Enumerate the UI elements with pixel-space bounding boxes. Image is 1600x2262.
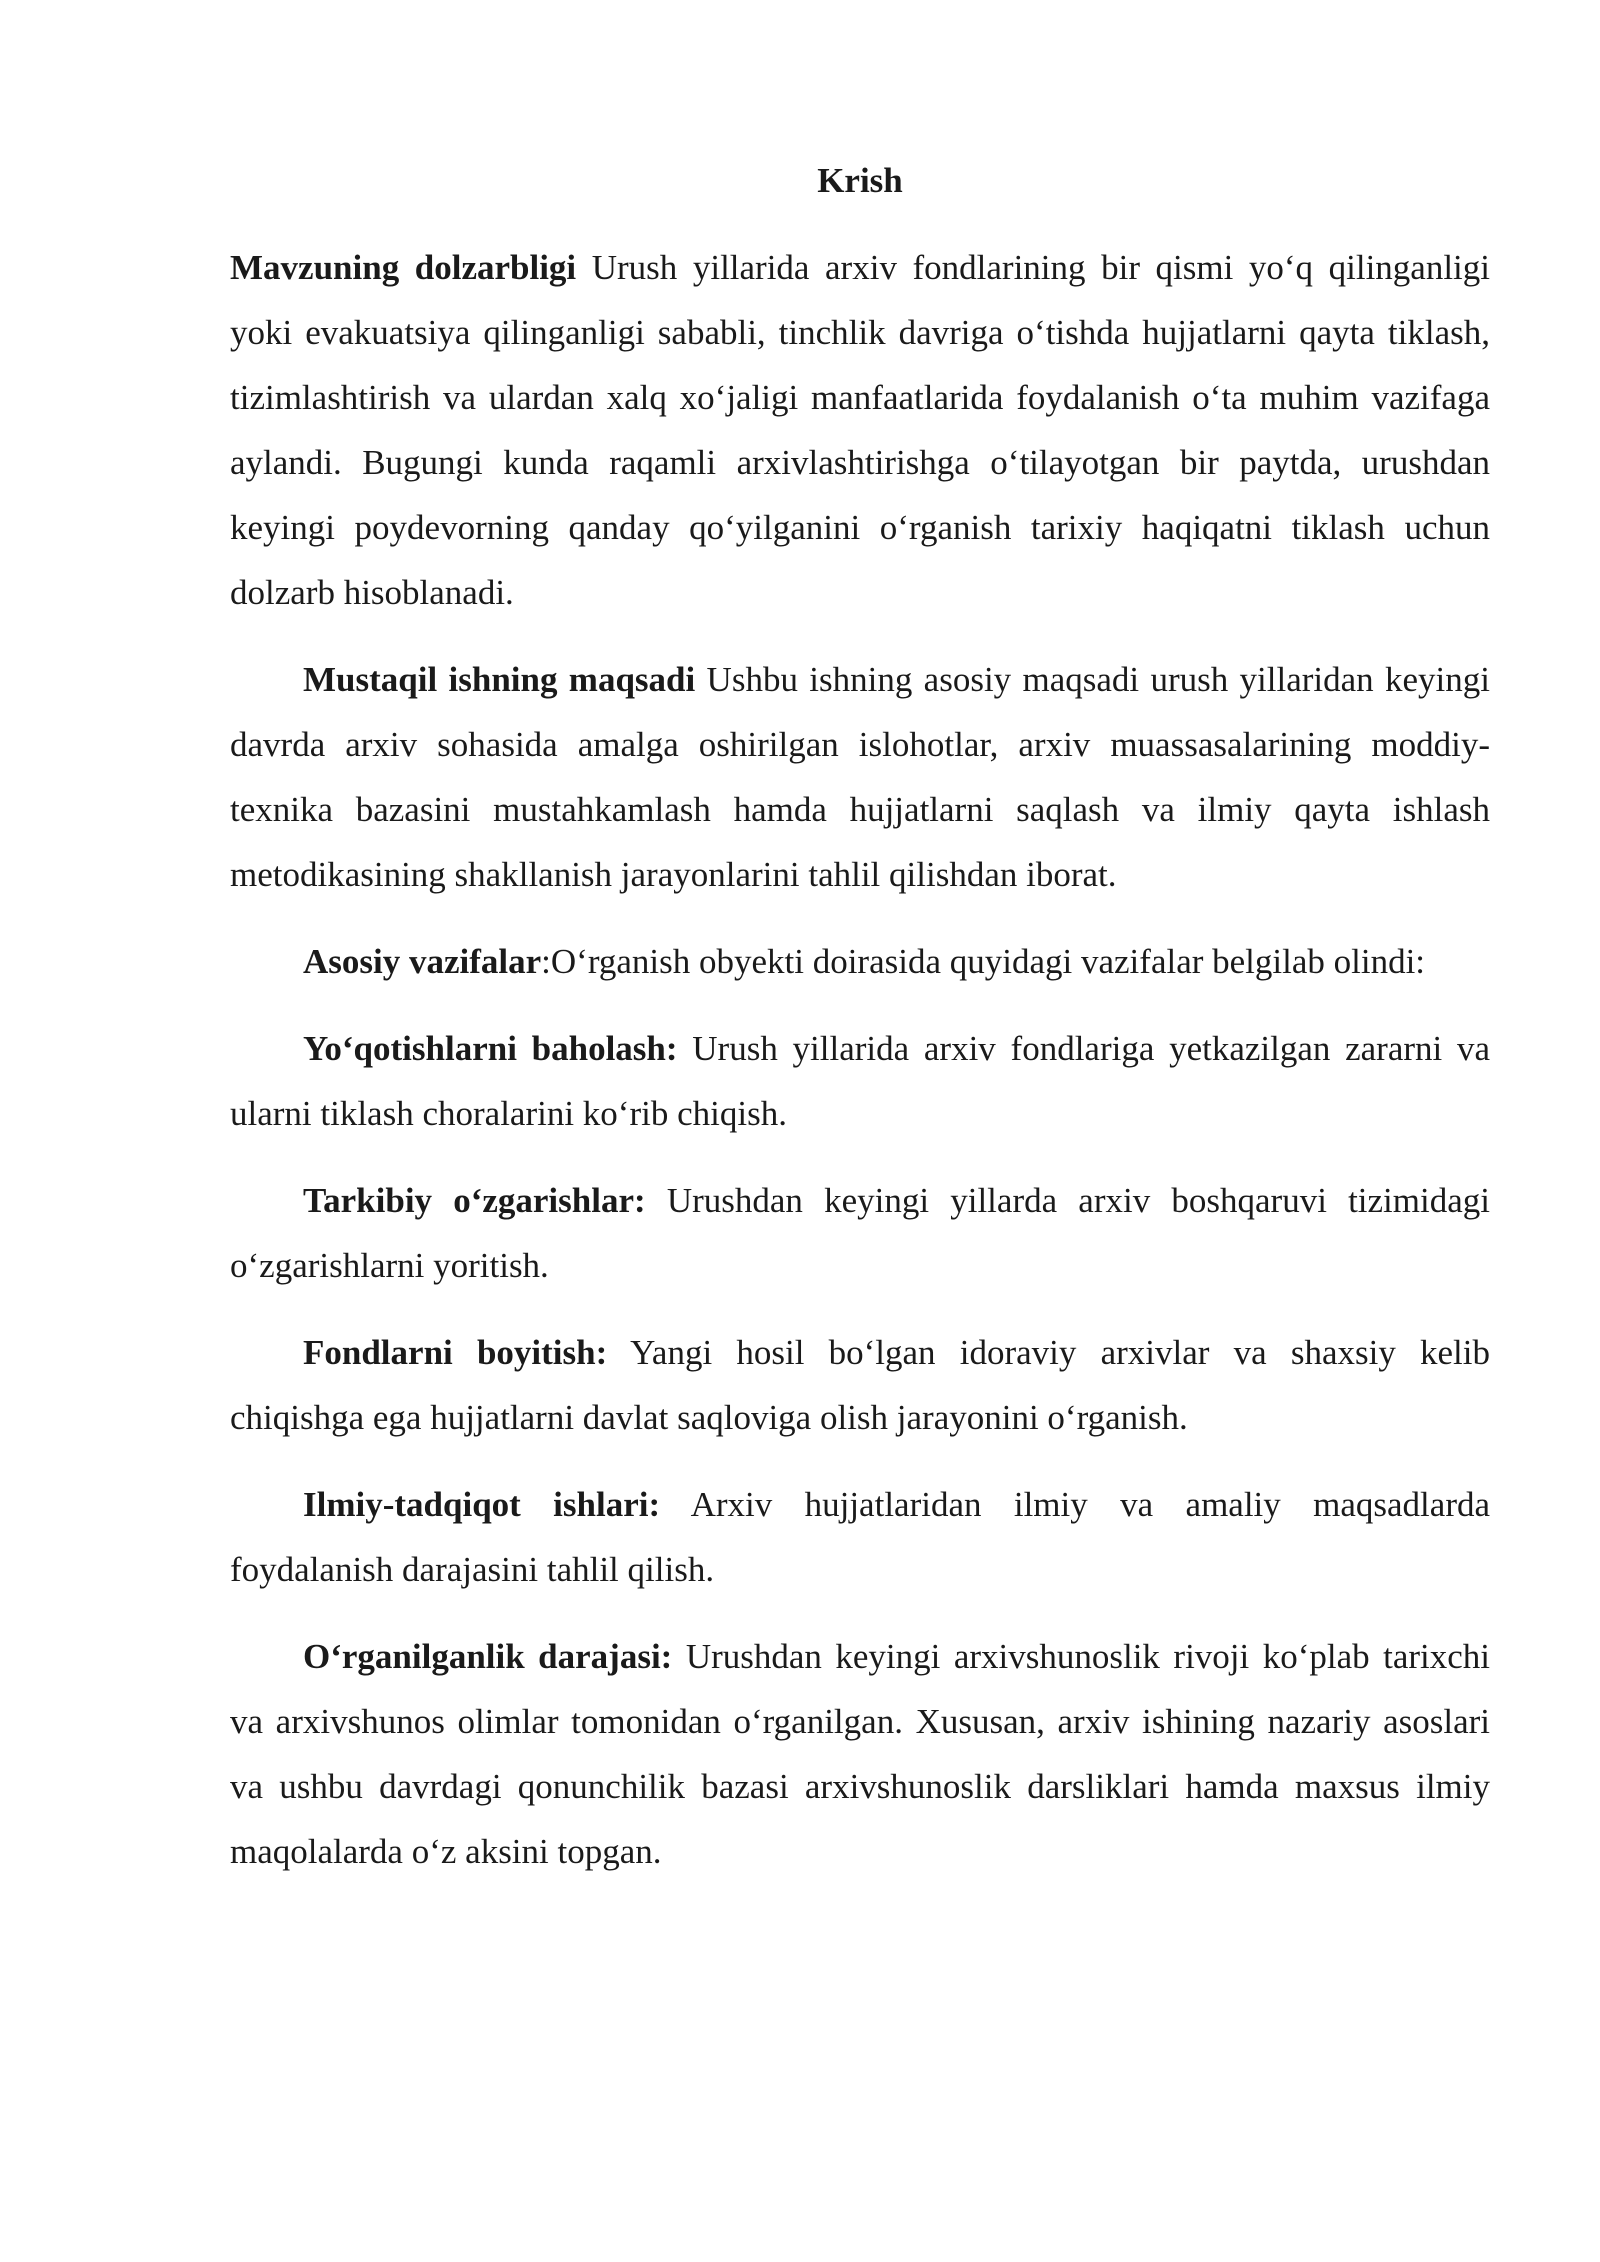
paragraph-heading: Fondlarni boyitish: (303, 1333, 608, 1372)
paragraph-study-degree (230, 1624, 1490, 1884)
paragraph-structural-changes (230, 1168, 1490, 1298)
paragraph-text: Arxiv hujjatlaridan ilmiy va amaliy maqsadlarda foydalanish darajasini tahlil qilish. (230, 1485, 1491, 1589)
paragraph-research-work (230, 1472, 1490, 1602)
paragraph-text: Urushdan keyingi arxivshunoslik rivoji ko‘plab tarixchi va arxivshunos olimlar tomonidan o‘rganilgan. Xususan, arxiv ishining nazariy asoslari va ushbu davrdagi qonunchilik bazasi arxivshunoslik darsliklari hamda maxsus ilmiy maqolalarda o‘z aksini topgan. (230, 1637, 1490, 1871)
paragraph-text: Ushbu ishning asosiy maqsadi urush yillaridan keyingi davrda arxiv sohasida amalga oshirilgan islohotlar, arxiv muassasalarining moddiy-texnika bazasini mustahkamlash hamda hujjatlarni saqlash va ilmiy qayta ishlash metodikasining shakllanish jarayonlarini tahlil qilishdan iborat. (230, 660, 1490, 894)
paragraph-heading: O‘rganilganlik darajasi: (303, 1637, 673, 1676)
paragraph-losses (230, 1016, 1490, 1146)
paragraph-goal (230, 647, 1490, 907)
paragraph-relevance (230, 235, 1490, 625)
paragraph-heading: Yo‘qotishlarni baholash: (303, 1029, 678, 1068)
paragraph-text: Yangi hosil bo‘lgan idoraviy arxivlar va shaxsiy kelib chiqishga ega hujjatlarni davlat saqloviga olish jarayonini o‘rganish. (230, 1333, 1490, 1437)
paragraph-text: Urushdan keyingi yillarda arxiv boshqaruvi tizimidagi o‘zgarishlarni yoritish. (230, 1181, 1490, 1285)
paragraph-text: :O‘rganish obyekti doirasida quyidagi vazifalar belgilab olindi: (541, 942, 1426, 981)
paragraph-heading: Mustaqil ishning maqsadi (303, 660, 696, 699)
page-title: Krish (817, 161, 903, 200)
document-page (230, 148, 1490, 1906)
paragraph-text: Urush yillarida arxiv fondlarining bir qismi yo‘q qilinganligi yoki evakuatsiya qilinganligi sababli, tinchlik davriga o‘tishda hujjatlarni qayta tiklash, tizimlashtirish va ulardan xalq xo‘jaligi manfaatlarida foydalanish o‘ta muhim vazifaga aylandi. Bugungi kunda raqamli arxivlashtirishga o‘tilayotgan bir paytda, urushdan keyingi poydevorning qanday qo‘yilganini o‘rganish tarixiy haqiqatni tiklash uchun dolzarb hisoblanadi. (230, 248, 1490, 612)
paragraph-text: Urush yillarida arxiv fondlariga yetkazilgan zararni va ularni tiklash choralarini ko‘rib chiqish. (230, 1029, 1491, 1133)
paragraph-heading: Ilmiy-tadqiqot ishlari: (303, 1485, 661, 1524)
paragraph-heading: Mavzuning dolzarbligi (230, 248, 577, 287)
paragraph-heading: Asosiy vazifalar (303, 942, 542, 981)
paragraph-heading: Tarkibiy o‘zgarishlar: (303, 1181, 646, 1220)
paragraph-funds-enrichment (230, 1320, 1490, 1450)
paragraph-tasks (230, 929, 1490, 994)
